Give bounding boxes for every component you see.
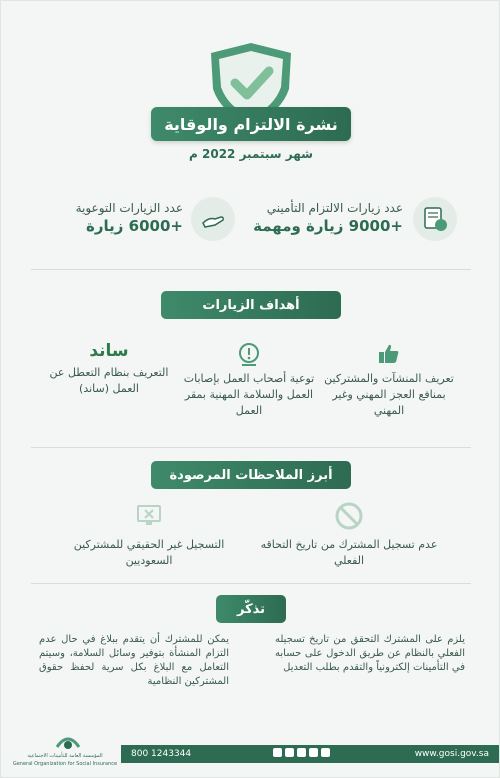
goal-item [179,341,319,419]
stat-value: +6000 زيارة [86,217,183,235]
stat-label: عدد الزيارات التوعوية [75,201,183,215]
goal-text: تعريف المنشآت والمشتركين بمنافع العجز المهني وغير المهني [324,372,454,417]
logo-text-english: General Organization for Social Insurance [12,761,118,767]
gosi-logo [7,731,119,771]
remember-text-right: يلزم على المشترك التحقق من تاريخ تسجيله الفعلي بالنظام عن طريق الدخول على حسابه في التأمينات إلكترونياً والتقدم بطلب التعديل [275,634,465,673]
note-item [259,501,439,569]
thumbs-up-icon [376,341,402,367]
divider [31,269,471,270]
remember-text-left: يمكن للمشترك أن يتقدم ببلاغ في حال عدم التزام المنشأة بتوفير وسائل السلامة، وسيتم التعامل مع البلاغ بكل سرية لحفظ حقوق المشتركين النظامية [39,634,229,687]
prohibited-icon [334,501,364,531]
notes-section-title: أبرز الملاحظات المرصودة [151,461,351,489]
stat-label: عدد زيارات الالتزام التأميني [266,201,403,215]
sanad-logo: ساند [89,341,129,361]
safety-alert-icon [236,341,262,367]
note-text: التسجيل غير الحقيقي للمشتركين السعوديين [73,538,225,567]
document-handshake-icon [413,197,457,241]
social-icon[interactable] [273,748,282,757]
divider [31,583,471,584]
social-icon[interactable] [321,748,330,757]
page-subtitle: شهر سبتمبر 2022 م [189,147,313,161]
note-text: عدم تسجيل المشترك من تاريخ التحاقه الفعلي [260,538,438,567]
goal-text: توعية أصحاب العمل بإصابات العمل والسلامة المهنية بمقر العمل [183,372,315,417]
page-title: نشرة الالتزام والوقاية [151,107,351,141]
goal-item [39,341,179,397]
stat-awareness-visits [76,201,183,235]
hand-icon [191,197,235,241]
logo-text-arabic: المؤسسة العامة للتأمينات الاجتماعية [27,753,103,759]
social-icon[interactable] [297,748,306,757]
goal-item [319,341,459,419]
remember-section-title: تذكّر [216,595,286,623]
monitor-error-icon [134,501,164,531]
social-icons [273,748,333,760]
footer-phone[interactable]: 800 1243344 [131,749,192,759]
social-icon[interactable] [285,748,294,757]
stat-value: +9000 زيارة ومهمة [253,217,403,235]
note-item [59,501,239,569]
divider [31,447,471,448]
stat-compliance-visits [253,201,403,235]
footer-bar [121,745,499,763]
footer-website[interactable]: www.gosi.gov.sa [414,749,489,759]
goals-section-title: أهداف الزيارات [161,291,341,319]
gosi-logo-mark [55,731,81,753]
goal-text: التعريف بنظام التعطل عن العمل (ساند) [49,366,169,395]
social-icon[interactable] [309,748,318,757]
